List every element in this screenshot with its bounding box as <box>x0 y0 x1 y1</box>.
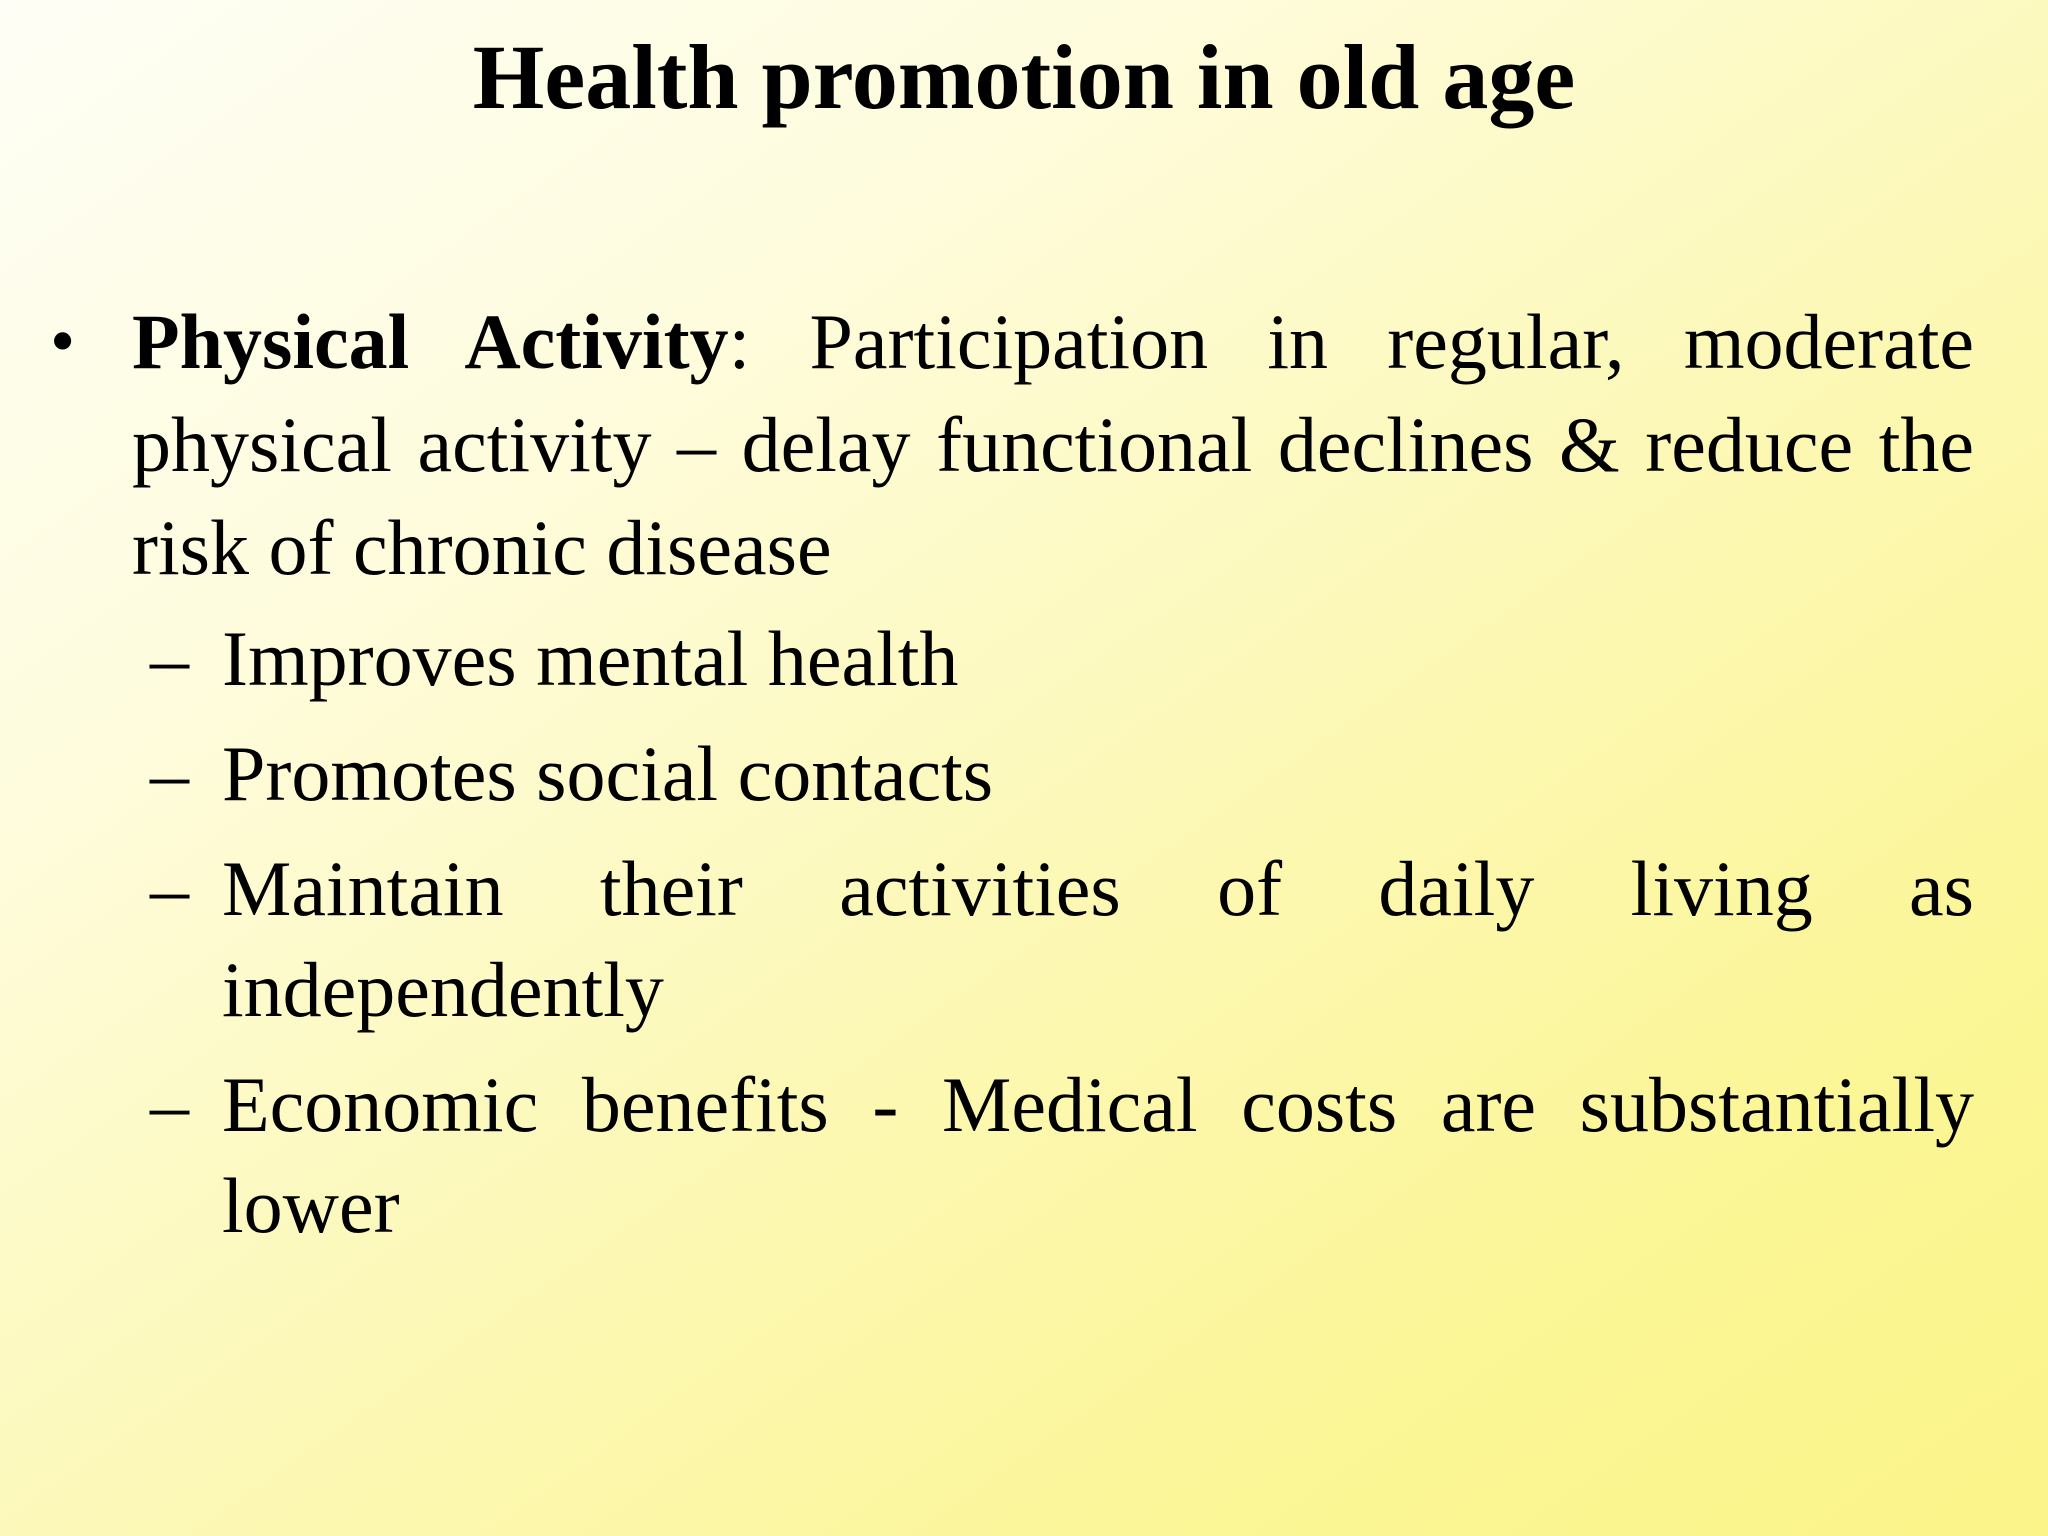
sub-bullet-text: Promotes social contacts <box>222 730 994 817</box>
dash-marker: – <box>150 730 189 817</box>
sub-bullet-list <box>150 608 1974 1270</box>
dash-marker: – <box>150 845 189 932</box>
sub-bullet-item <box>150 608 1974 709</box>
bullet-marker: • <box>50 301 76 381</box>
sub-bullet-item <box>150 1054 1974 1256</box>
sub-bullet-item <box>150 838 1974 1040</box>
bullet-physical-activity <box>50 290 1975 599</box>
slide-title: Health promotion in old age <box>472 26 1576 128</box>
dash-marker: – <box>150 615 189 702</box>
bullet-text: : Participation in regular, moderate physical activity – delay functional declines & reduce the risk of chronic disease <box>132 298 1975 591</box>
bullet-term: Physical Activity <box>132 298 729 385</box>
dash-marker: – <box>150 1061 189 1148</box>
sub-bullet-text: Maintain their activities of daily living as independently <box>222 845 1974 1033</box>
sub-bullet-text: Economic benefits - Medical costs are substantially lower <box>222 1061 1974 1249</box>
sub-bullet-item <box>150 723 1974 824</box>
sub-bullet-text: Improves mental health <box>222 615 959 702</box>
